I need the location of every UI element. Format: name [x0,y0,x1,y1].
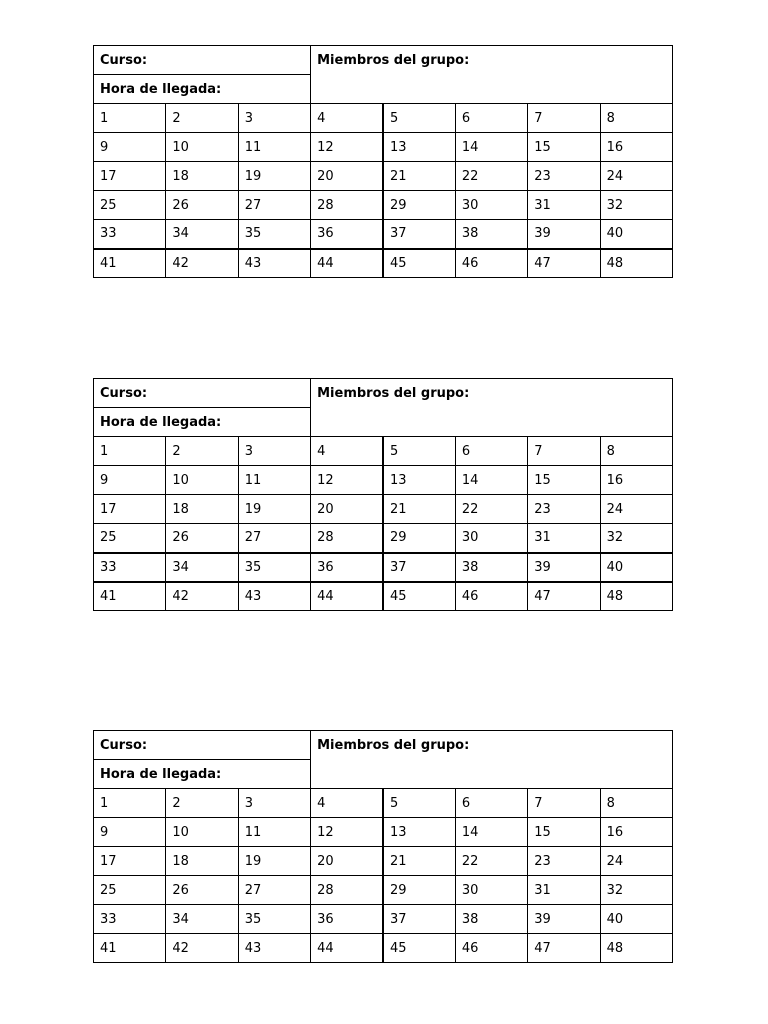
number-cell: 28 [311,876,383,905]
arrival-form-card [93,45,673,278]
number-cell: 2 [166,437,238,466]
hora-label: Hora de llegada: [94,760,311,789]
number-cell: 4 [311,437,383,466]
number-cell: 48 [600,582,672,611]
number-cell: 29 [383,524,455,553]
number-cell: 46 [455,934,527,963]
number-cell: 7 [528,104,600,133]
number-cell: 28 [311,191,383,220]
number-cell: 19 [238,162,310,191]
number-cell: 32 [600,191,672,220]
number-cell: 30 [455,876,527,905]
number-cell: 5 [383,104,455,133]
number-cell: 40 [600,905,672,934]
number-cell: 15 [528,466,600,495]
number-cell: 25 [94,876,166,905]
number-cell: 1 [94,437,166,466]
number-cell: 9 [94,466,166,495]
number-cell: 48 [600,249,672,278]
number-cell: 30 [455,524,527,553]
number-row [94,466,673,495]
number-cell: 44 [311,934,383,963]
number-cell: 12 [311,133,383,162]
number-cell: 16 [600,466,672,495]
arrival-form-card [93,730,673,963]
number-cell: 3 [238,437,310,466]
number-row [94,437,673,466]
number-cell: 41 [94,582,166,611]
number-cell: 43 [238,934,310,963]
number-cell: 24 [600,495,672,524]
number-cell: 39 [528,220,600,249]
number-cell: 8 [600,437,672,466]
number-cell: 34 [166,553,238,582]
number-cell: 29 [383,876,455,905]
number-cell: 42 [166,934,238,963]
number-cell: 5 [383,789,455,818]
number-cell: 34 [166,905,238,934]
number-cell: 22 [455,162,527,191]
number-row [94,582,673,611]
number-cell: 35 [238,220,310,249]
number-cell: 23 [528,847,600,876]
number-cell: 32 [600,876,672,905]
miembros-label: Miembros del grupo: [311,46,673,104]
arrival-form-table [93,45,673,278]
number-cell: 37 [383,220,455,249]
number-cell: 23 [528,162,600,191]
number-cell: 47 [528,582,600,611]
number-cell: 17 [94,495,166,524]
curso-label: Curso: [94,731,311,760]
number-cell: 1 [94,789,166,818]
number-cell: 25 [94,191,166,220]
number-cell: 41 [94,249,166,278]
number-row [94,249,673,278]
number-row [94,818,673,847]
number-cell: 1 [94,104,166,133]
number-row [94,789,673,818]
number-row [94,495,673,524]
number-row [94,934,673,963]
number-cell: 36 [311,220,383,249]
number-cell: 29 [383,191,455,220]
number-cell: 4 [311,789,383,818]
number-cell: 39 [528,905,600,934]
number-cell: 36 [311,905,383,934]
number-cell: 38 [455,905,527,934]
number-cell: 14 [455,818,527,847]
number-cell: 45 [383,249,455,278]
number-row [94,553,673,582]
number-cell: 11 [238,133,310,162]
number-cell: 16 [600,133,672,162]
arrival-form-card [93,378,673,611]
number-cell: 19 [238,495,310,524]
number-cell: 31 [528,524,600,553]
number-cell: 42 [166,582,238,611]
number-cell: 21 [383,162,455,191]
number-cell: 28 [311,524,383,553]
number-cell: 26 [166,876,238,905]
number-cell: 47 [528,934,600,963]
number-row [94,847,673,876]
number-cell: 30 [455,191,527,220]
number-cell: 27 [238,876,310,905]
number-cell: 17 [94,162,166,191]
number-cell: 38 [455,220,527,249]
number-cell: 43 [238,249,310,278]
number-cell: 42 [166,249,238,278]
number-cell: 44 [311,249,383,278]
number-cell: 7 [528,789,600,818]
number-cell: 24 [600,847,672,876]
number-cell: 11 [238,466,310,495]
number-cell: 33 [94,220,166,249]
number-cell: 44 [311,582,383,611]
number-cell: 43 [238,582,310,611]
number-cell: 12 [311,466,383,495]
number-cell: 6 [455,104,527,133]
number-cell: 4 [311,104,383,133]
number-cell: 37 [383,905,455,934]
number-row [94,104,673,133]
number-cell: 5 [383,437,455,466]
number-cell: 37 [383,553,455,582]
number-row [94,876,673,905]
number-cell: 14 [455,133,527,162]
number-row [94,191,673,220]
number-cell: 9 [94,818,166,847]
number-cell: 24 [600,162,672,191]
number-cell: 40 [600,220,672,249]
number-row [94,162,673,191]
number-row [94,524,673,553]
number-cell: 18 [166,162,238,191]
hora-label: Hora de llegada: [94,75,311,104]
number-cell: 46 [455,249,527,278]
number-cell: 9 [94,133,166,162]
hora-label: Hora de llegada: [94,408,311,437]
number-cell: 17 [94,847,166,876]
number-cell: 45 [383,934,455,963]
number-cell: 22 [455,495,527,524]
number-cell: 3 [238,789,310,818]
number-cell: 35 [238,553,310,582]
number-cell: 18 [166,847,238,876]
arrival-form-table [93,378,673,611]
number-cell: 13 [383,466,455,495]
number-cell: 40 [600,553,672,582]
curso-label: Curso: [94,379,311,408]
number-cell: 18 [166,495,238,524]
number-cell: 20 [311,847,383,876]
number-cell: 31 [528,876,600,905]
number-cell: 39 [528,553,600,582]
number-cell: 36 [311,553,383,582]
number-cell: 38 [455,553,527,582]
number-row [94,220,673,249]
number-cell: 33 [94,553,166,582]
number-cell: 6 [455,789,527,818]
number-cell: 7 [528,437,600,466]
number-cell: 48 [600,934,672,963]
number-cell: 31 [528,191,600,220]
number-cell: 21 [383,495,455,524]
number-cell: 2 [166,789,238,818]
number-cell: 10 [166,133,238,162]
number-row [94,905,673,934]
number-cell: 13 [383,818,455,847]
number-cell: 2 [166,104,238,133]
number-cell: 25 [94,524,166,553]
number-cell: 26 [166,524,238,553]
number-cell: 46 [455,582,527,611]
number-cell: 11 [238,818,310,847]
number-cell: 22 [455,847,527,876]
number-cell: 15 [528,133,600,162]
number-cell: 20 [311,495,383,524]
number-cell: 47 [528,249,600,278]
miembros-label: Miembros del grupo: [311,379,673,437]
number-cell: 21 [383,847,455,876]
number-row [94,133,673,162]
number-cell: 34 [166,220,238,249]
number-cell: 16 [600,818,672,847]
number-cell: 13 [383,133,455,162]
number-cell: 10 [166,466,238,495]
number-cell: 10 [166,818,238,847]
number-cell: 35 [238,905,310,934]
number-cell: 14 [455,466,527,495]
number-cell: 32 [600,524,672,553]
number-cell: 27 [238,524,310,553]
curso-label: Curso: [94,46,311,75]
number-cell: 3 [238,104,310,133]
number-cell: 23 [528,495,600,524]
number-cell: 27 [238,191,310,220]
number-cell: 33 [94,905,166,934]
arrival-form-table [93,730,673,963]
number-cell: 8 [600,789,672,818]
number-cell: 20 [311,162,383,191]
number-cell: 45 [383,582,455,611]
number-cell: 6 [455,437,527,466]
number-cell: 41 [94,934,166,963]
number-cell: 8 [600,104,672,133]
number-cell: 12 [311,818,383,847]
number-cell: 19 [238,847,310,876]
number-cell: 26 [166,191,238,220]
miembros-label: Miembros del grupo: [311,731,673,789]
number-cell: 15 [528,818,600,847]
